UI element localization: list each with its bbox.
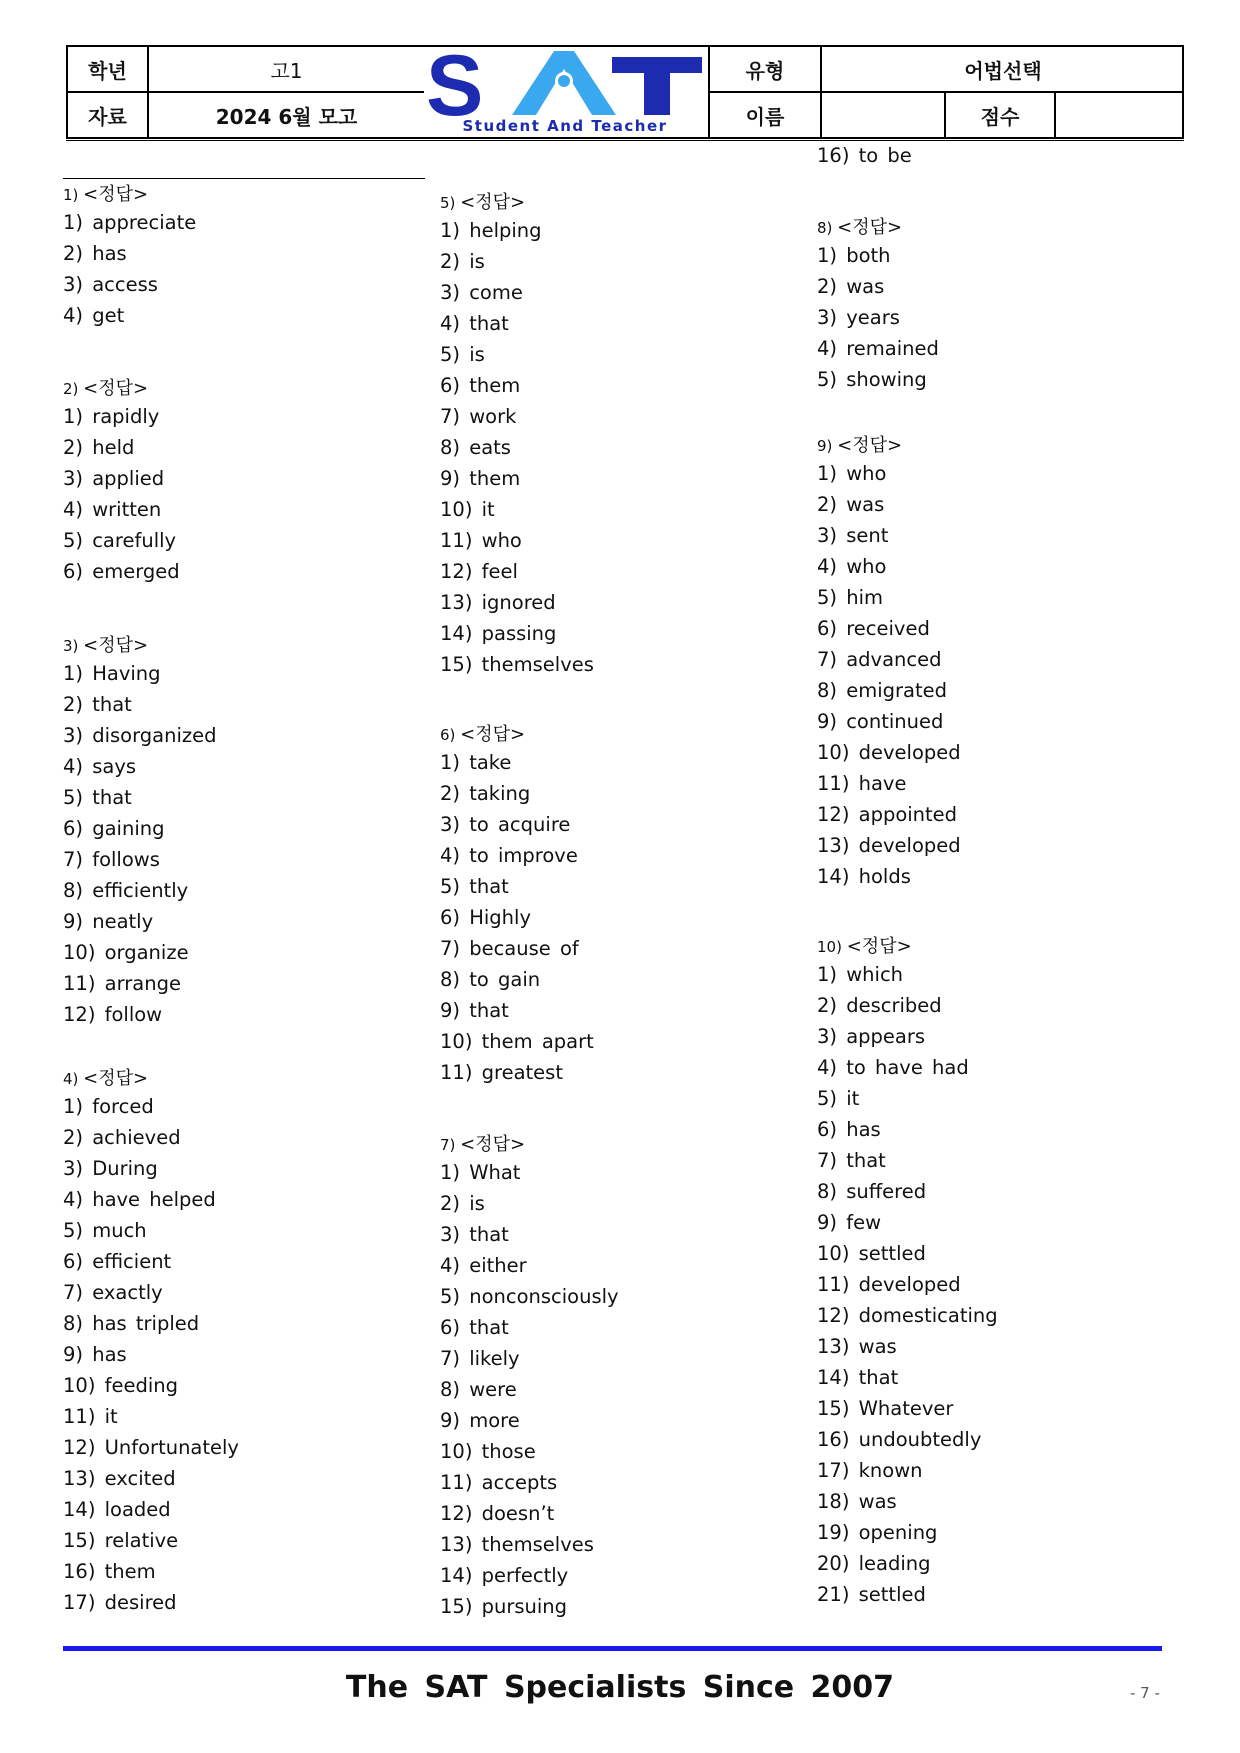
- question-number: 10): [817, 938, 847, 956]
- answer-item: 4) written: [63, 498, 162, 521]
- answer-item: 14) that: [817, 1366, 899, 1389]
- answer-item: 8) suffered: [817, 1180, 927, 1203]
- answer-item: 3) During: [63, 1157, 158, 1180]
- answer-item: 7) follows: [63, 848, 160, 871]
- answer-item: 1) which: [817, 963, 904, 986]
- header-underline: [66, 140, 1184, 141]
- answer-item: 9) more: [440, 1409, 520, 1432]
- question-answer-heading: [817, 934, 998, 959]
- answer-item: 7) advanced: [817, 648, 942, 671]
- answer-item: 13) themselves: [440, 1533, 594, 1556]
- answer-item: 10) them apart: [440, 1030, 594, 1053]
- answer-item: 11) who: [440, 529, 522, 552]
- answer-item: 2) is: [440, 250, 485, 273]
- answer-label: <정답>: [460, 192, 526, 213]
- answer-item: 5) showing: [817, 368, 927, 391]
- answer-item: 5) much: [63, 1219, 147, 1242]
- answer-block: [817, 215, 939, 395]
- answer-item: 11) have: [817, 772, 907, 795]
- answer-block: [817, 433, 961, 892]
- answer-item: 19) opening: [817, 1521, 938, 1544]
- answer-item: 9) neatly: [63, 910, 154, 933]
- answer-item: 4) get: [63, 304, 125, 327]
- answer-item: 16) to be: [817, 144, 912, 167]
- answer-block: [817, 934, 998, 1610]
- answer-item: 5) is: [440, 343, 485, 366]
- svg-text:S: S: [426, 47, 484, 119]
- answer-item: 4) remained: [817, 337, 939, 360]
- name-field[interactable]: [822, 93, 944, 137]
- answer-item: 6) efficient: [63, 1250, 172, 1273]
- answer-label: <정답>: [460, 1134, 526, 1155]
- answer-item: 5) carefully: [63, 529, 177, 552]
- answer-item: 9) has: [63, 1343, 127, 1366]
- question-number: 5): [440, 194, 461, 212]
- answer-item: 3) applied: [63, 467, 165, 490]
- answer-item: 6) emerged: [63, 560, 180, 583]
- answer-item: 11) greatest: [440, 1061, 563, 1084]
- answer-item: 5) that: [440, 875, 509, 898]
- answer-label: <정답>: [83, 635, 149, 656]
- answer-item: 6) Highly: [440, 906, 531, 929]
- answer-item: 3) that: [440, 1223, 509, 1246]
- answer-item: 12) domesticating: [817, 1304, 998, 1327]
- answer-item: 2) has: [63, 242, 127, 265]
- answer-item: 7) exactly: [63, 1281, 163, 1304]
- answer-item: 16) undoubtedly: [817, 1428, 982, 1451]
- answer-item: 6) that: [440, 1316, 509, 1339]
- question-answer-heading: [817, 433, 961, 458]
- answer-item: 11) developed: [817, 1273, 961, 1296]
- answer-item: 1) appreciate: [63, 211, 197, 234]
- grade-label: 학년: [88, 58, 127, 83]
- answer-item: 1) take: [440, 751, 512, 774]
- answer-item: 2) that: [63, 693, 132, 716]
- answer-item: 15) pursuing: [440, 1595, 568, 1618]
- answer-item: 11) it: [63, 1405, 118, 1428]
- answer-label: <정답>: [460, 724, 526, 745]
- question-number: 2): [63, 380, 84, 398]
- logo-subtitle: Student And Teacher: [462, 117, 668, 135]
- answer-item: 15) relative: [63, 1529, 179, 1552]
- answer-item: 6) has: [817, 1118, 881, 1141]
- answer-item: 13) excited: [63, 1467, 176, 1490]
- sat-logo-graphic: [424, 47, 706, 119]
- answer-block: [63, 1066, 239, 1618]
- answer-label: <정답>: [83, 184, 149, 205]
- question-answer-heading: [440, 722, 594, 747]
- material-value: 2024 6월 모고: [215, 104, 358, 129]
- answer-item: 12) doesn’t: [440, 1502, 555, 1525]
- answer-item: 13) developed: [817, 834, 961, 857]
- answer-label: <정답>: [83, 378, 149, 399]
- answer-item: 2) held: [63, 436, 135, 459]
- sat-logo: [424, 47, 706, 137]
- answer-block: [63, 633, 217, 1030]
- answer-item: 1) helping: [440, 219, 542, 242]
- answer-item: 7) because of: [440, 937, 579, 960]
- answer-item: 12) Unfortunately: [63, 1436, 239, 1459]
- answer-item: 10) those: [440, 1440, 536, 1463]
- answer-item: 4) to improve: [440, 844, 578, 867]
- answer-item: 13) was: [817, 1335, 897, 1358]
- answer-item: 8) eats: [440, 436, 511, 459]
- material-label: 자료: [88, 104, 127, 129]
- answer-item: 14) loaded: [63, 1498, 171, 1521]
- answer-item: 4) that: [440, 312, 509, 335]
- answer-item: 3) years: [817, 306, 900, 329]
- answer-item: 4) have helped: [63, 1188, 216, 1211]
- answer-block: [63, 182, 196, 331]
- answer-item: 17) known: [817, 1459, 923, 1482]
- answer-item: 3) appears: [817, 1025, 926, 1048]
- answer-item: 15) Whatever: [817, 1397, 954, 1420]
- answer-item: 1) Having: [63, 662, 161, 685]
- answer-block: [817, 140, 912, 171]
- answer-item: 10) developed: [817, 741, 961, 764]
- answer-item: 2) was: [817, 493, 885, 516]
- answer-item: 14) perfectly: [440, 1564, 569, 1587]
- answer-item: 2) is: [440, 1192, 485, 1215]
- answer-item: 8) emigrated: [817, 679, 947, 702]
- answer-item: 12) feel: [440, 560, 518, 583]
- question-number: 6): [440, 726, 461, 744]
- answer-item: 11) arrange: [63, 972, 181, 995]
- question-answer-heading: [63, 376, 180, 401]
- answer-item: 9) continued: [817, 710, 944, 733]
- answer-item: 14) passing: [440, 622, 557, 645]
- score-label: 점수: [980, 104, 1020, 129]
- answer-item: 3) to acquire: [440, 813, 571, 836]
- question-answer-heading: [440, 190, 594, 215]
- answer-block: [63, 376, 180, 587]
- question-answer-heading: [817, 215, 939, 240]
- answer-block: [440, 1132, 619, 1622]
- answer-item: 5) that: [63, 786, 132, 809]
- page-number: - 7 -: [1130, 1684, 1160, 1702]
- answer-item: 4) says: [63, 755, 137, 778]
- answer-item: 1) both: [817, 244, 891, 267]
- answer-item: 11) accepts: [440, 1471, 558, 1494]
- answer-item: 1) forced: [63, 1095, 154, 1118]
- answer-item: 8) has tripled: [63, 1312, 200, 1335]
- answer-item: 8) efficiently: [63, 879, 189, 902]
- answer-item: 10) it: [440, 498, 495, 521]
- question-number: 8): [817, 219, 838, 237]
- answer-item: 3) access: [63, 273, 158, 296]
- answer-item: 5) nonconsciously: [440, 1285, 619, 1308]
- answer-item: 4) either: [440, 1254, 527, 1277]
- answer-block: [440, 722, 594, 1088]
- answer-item: 5) it: [817, 1087, 860, 1110]
- footer-bar: [63, 1646, 1162, 1651]
- answer-item: 6) received: [817, 617, 930, 640]
- name-label: 이름: [745, 104, 785, 129]
- answer-item: 10) feeding: [63, 1374, 179, 1397]
- column-top-rule: [63, 178, 425, 179]
- footer-tagline: The SAT Specialists Since 2007: [345, 1670, 895, 1705]
- answer-item: 2) achieved: [63, 1126, 181, 1149]
- answer-item: 20) leading: [817, 1552, 931, 1575]
- question-number: 4): [63, 1070, 84, 1088]
- question-number: 7): [440, 1136, 461, 1154]
- answer-label: <정답>: [83, 1068, 149, 1089]
- answer-item: 1) who: [817, 462, 887, 485]
- answer-item: 2) was: [817, 275, 885, 298]
- answer-item: 12) follow: [63, 1003, 163, 1026]
- answer-item: 9) that: [440, 999, 509, 1022]
- answer-item: 1) What: [440, 1161, 521, 1184]
- answer-item: 4) to have had: [817, 1056, 969, 1079]
- answer-item: 15) themselves: [440, 653, 594, 676]
- answer-item: 5) him: [817, 586, 883, 609]
- answer-label: <정답>: [846, 936, 912, 957]
- answer-item: 6) gaining: [63, 817, 165, 840]
- answer-item: 3) come: [440, 281, 523, 304]
- question-answer-heading: [440, 1132, 619, 1157]
- question-answer-heading: [63, 1066, 239, 1091]
- answer-block: [440, 190, 594, 680]
- grade-value: 고1: [270, 58, 303, 83]
- answer-item: 7) work: [440, 405, 517, 428]
- answer-item: 1) rapidly: [63, 405, 160, 428]
- answer-item: 21) settled: [817, 1583, 926, 1606]
- answer-item: 4) who: [817, 555, 887, 578]
- answer-item: 14) holds: [817, 865, 911, 888]
- answer-item: 9) them: [440, 467, 521, 490]
- answer-label: <정답>: [837, 217, 903, 238]
- answer-item: 3) sent: [817, 524, 889, 547]
- answer-item: 8) to gain: [440, 968, 541, 991]
- answer-item: 2) described: [817, 994, 942, 1017]
- answer-item: 18) was: [817, 1490, 897, 1513]
- question-answer-heading: [63, 633, 217, 658]
- answer-item: 8) were: [440, 1378, 517, 1401]
- answer-item: 7) that: [817, 1149, 886, 1172]
- type-label: 유형: [745, 58, 785, 83]
- answer-item: 10) settled: [817, 1242, 926, 1265]
- type-value: 어법선택: [964, 58, 1042, 83]
- question-answer-heading: [63, 182, 196, 207]
- question-number: 9): [817, 437, 838, 455]
- answer-item: 2) taking: [440, 782, 531, 805]
- answer-item: 17) desired: [63, 1591, 177, 1614]
- question-number: 3): [63, 637, 84, 655]
- answer-item: 7) likely: [440, 1347, 520, 1370]
- answer-item: 10) organize: [63, 941, 189, 964]
- answer-item: 3) disorganized: [63, 724, 217, 747]
- answer-item: 13) ignored: [440, 591, 556, 614]
- score-field[interactable]: [1056, 93, 1184, 137]
- answer-item: 6) them: [440, 374, 521, 397]
- answer-item: 12) appointed: [817, 803, 958, 826]
- answer-label: <정답>: [837, 435, 903, 456]
- answer-item: 16) them: [63, 1560, 156, 1583]
- question-number: 1): [63, 186, 84, 204]
- answer-item: 9) few: [817, 1211, 882, 1234]
